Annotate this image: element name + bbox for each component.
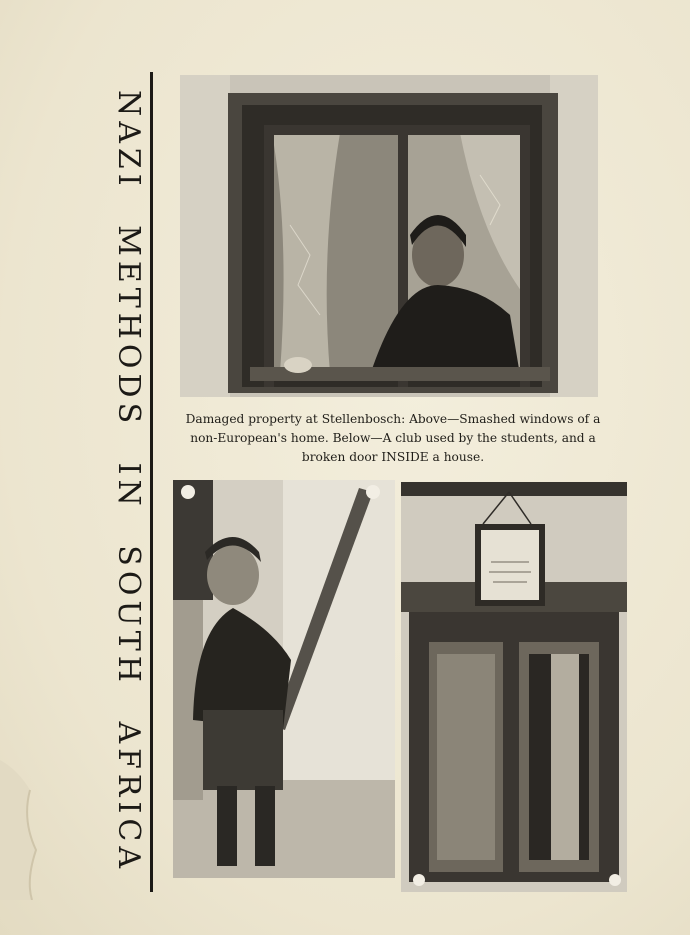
vertical-rule	[150, 72, 153, 892]
headline-text: NAZI METHODS IN SOUTH AFRICA	[111, 90, 146, 873]
torn-paper-edge	[0, 760, 40, 900]
caption-line-2: non-European's home. Below—A club used by the students, and a	[190, 431, 596, 445]
photo-boy-with-club	[173, 480, 395, 878]
photo-smashed-window	[180, 75, 598, 397]
caption-line-1: Damaged property at Stellenbosch: Above—Smashed windows of a	[185, 412, 601, 426]
vertical-headline	[100, 90, 146, 890]
photo-broken-door	[401, 482, 627, 892]
caption-line-3: broken door INSIDE a house.	[301, 450, 485, 464]
photo-caption	[163, 410, 623, 467]
